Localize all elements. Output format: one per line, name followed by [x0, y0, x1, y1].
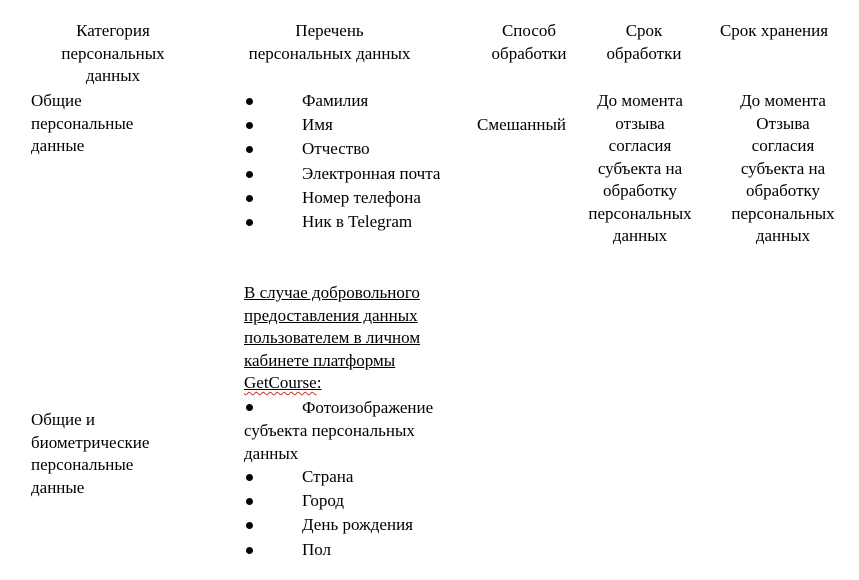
list-item-text: Номер телефона	[302, 187, 421, 207]
photo-line: субъекта персональных	[244, 421, 415, 440]
row1-term-line: субъекта на	[597, 158, 683, 178]
row1-storage-line: субъекта на	[740, 158, 826, 178]
row1-term	[585, 90, 695, 248]
row2-category-line: Общие и	[31, 410, 96, 429]
list-item	[244, 210, 474, 234]
bullet-icon	[246, 98, 253, 105]
row2-category-line: биометрические	[31, 432, 150, 452]
header-category-line: данных	[85, 66, 141, 85]
header-category-line: персональных	[61, 43, 165, 63]
row1-storage-line: До момента	[740, 91, 826, 110]
row1-list	[244, 89, 474, 234]
header-term-line: Срок	[625, 21, 663, 40]
bullet-icon	[246, 522, 253, 529]
header-list	[222, 20, 437, 65]
list-item	[244, 162, 474, 186]
row2-list	[244, 465, 474, 562]
row1-category-line: персональные	[31, 113, 134, 133]
note-line: пользователем в личном	[244, 328, 421, 347]
list-item-text: Ник в Telegram	[302, 211, 413, 231]
row1-storage-line: Отзыва	[756, 113, 810, 133]
header-method-line: обработки	[491, 43, 567, 63]
header-list-line: Перечень	[295, 21, 364, 40]
row2-category	[31, 409, 149, 499]
note-line: В случае добровольного	[244, 283, 420, 302]
row1-storage-line: данных	[755, 226, 811, 245]
list-item-text: Фамилия	[302, 91, 369, 110]
list-item-text: Пол	[302, 539, 332, 559]
list-item	[244, 89, 474, 113]
row1-category	[31, 90, 133, 158]
header-term-line: обработки	[606, 43, 682, 63]
row1-term-line: данных	[612, 226, 668, 245]
bullet-icon	[246, 171, 253, 178]
list-item-text: Имя	[302, 115, 333, 135]
row1-storage-line: согласия	[751, 136, 815, 155]
row1-term-line: До момента	[597, 91, 683, 110]
bullet-icon	[246, 498, 253, 505]
list-item	[244, 538, 474, 562]
row1-method: Смешанный	[477, 115, 566, 134]
row1-term-line: персональных	[588, 203, 692, 223]
header-method	[474, 20, 584, 65]
header-term	[592, 20, 696, 65]
bullet-icon	[246, 547, 253, 554]
row1-term-line: обработку	[602, 181, 678, 200]
list-item-text: День рождения	[302, 515, 413, 535]
spellcheck-word: GetCourse	[244, 373, 317, 392]
row1-category-line: Общие	[31, 91, 82, 110]
list-item	[244, 489, 474, 513]
note-line: кабинете платформы	[244, 350, 396, 370]
bullet-icon	[246, 122, 253, 129]
list-item	[244, 465, 474, 489]
header-category-line: Категория	[76, 21, 150, 40]
header-storage	[704, 20, 844, 43]
row1-storage	[710, 90, 856, 248]
photo-line: данных	[244, 444, 299, 463]
note-line-last	[244, 372, 420, 395]
list-item-text: Отчество	[302, 139, 370, 159]
row1-category-line: данные	[31, 136, 85, 155]
list-item	[244, 186, 474, 210]
note-colon: :	[316, 373, 322, 392]
row2-note	[244, 282, 420, 395]
row1-storage-line: обработку	[745, 181, 821, 200]
header-storage-line: Срок хранения	[719, 21, 829, 40]
list-item	[244, 137, 474, 161]
row1-term-line: согласия	[608, 136, 672, 155]
bullet-icon	[246, 146, 253, 153]
list-item-text: Город	[302, 491, 344, 511]
header-category	[38, 20, 188, 88]
header-list-line: персональных данных	[248, 43, 411, 63]
list-item	[244, 513, 474, 537]
photo-line: Фотоизображение	[302, 398, 434, 417]
row2-category-line: персональные	[31, 455, 134, 474]
bullet-icon	[246, 219, 253, 226]
row2-category-line: данные	[31, 477, 85, 497]
row1-term-line: отзыва	[615, 113, 665, 133]
list-item-text: Страна	[302, 467, 354, 486]
row1-storage-line: персональных	[731, 203, 835, 223]
bullet-icon	[246, 474, 253, 481]
list-item	[244, 113, 474, 137]
note-line: предоставления данных	[244, 305, 418, 325]
bullet-icon	[246, 195, 253, 202]
row2-photo-item	[244, 396, 474, 465]
bullet-icon	[246, 404, 253, 411]
header-method-line: Способ	[501, 21, 557, 40]
list-item-text: Электронная почта	[302, 163, 441, 183]
